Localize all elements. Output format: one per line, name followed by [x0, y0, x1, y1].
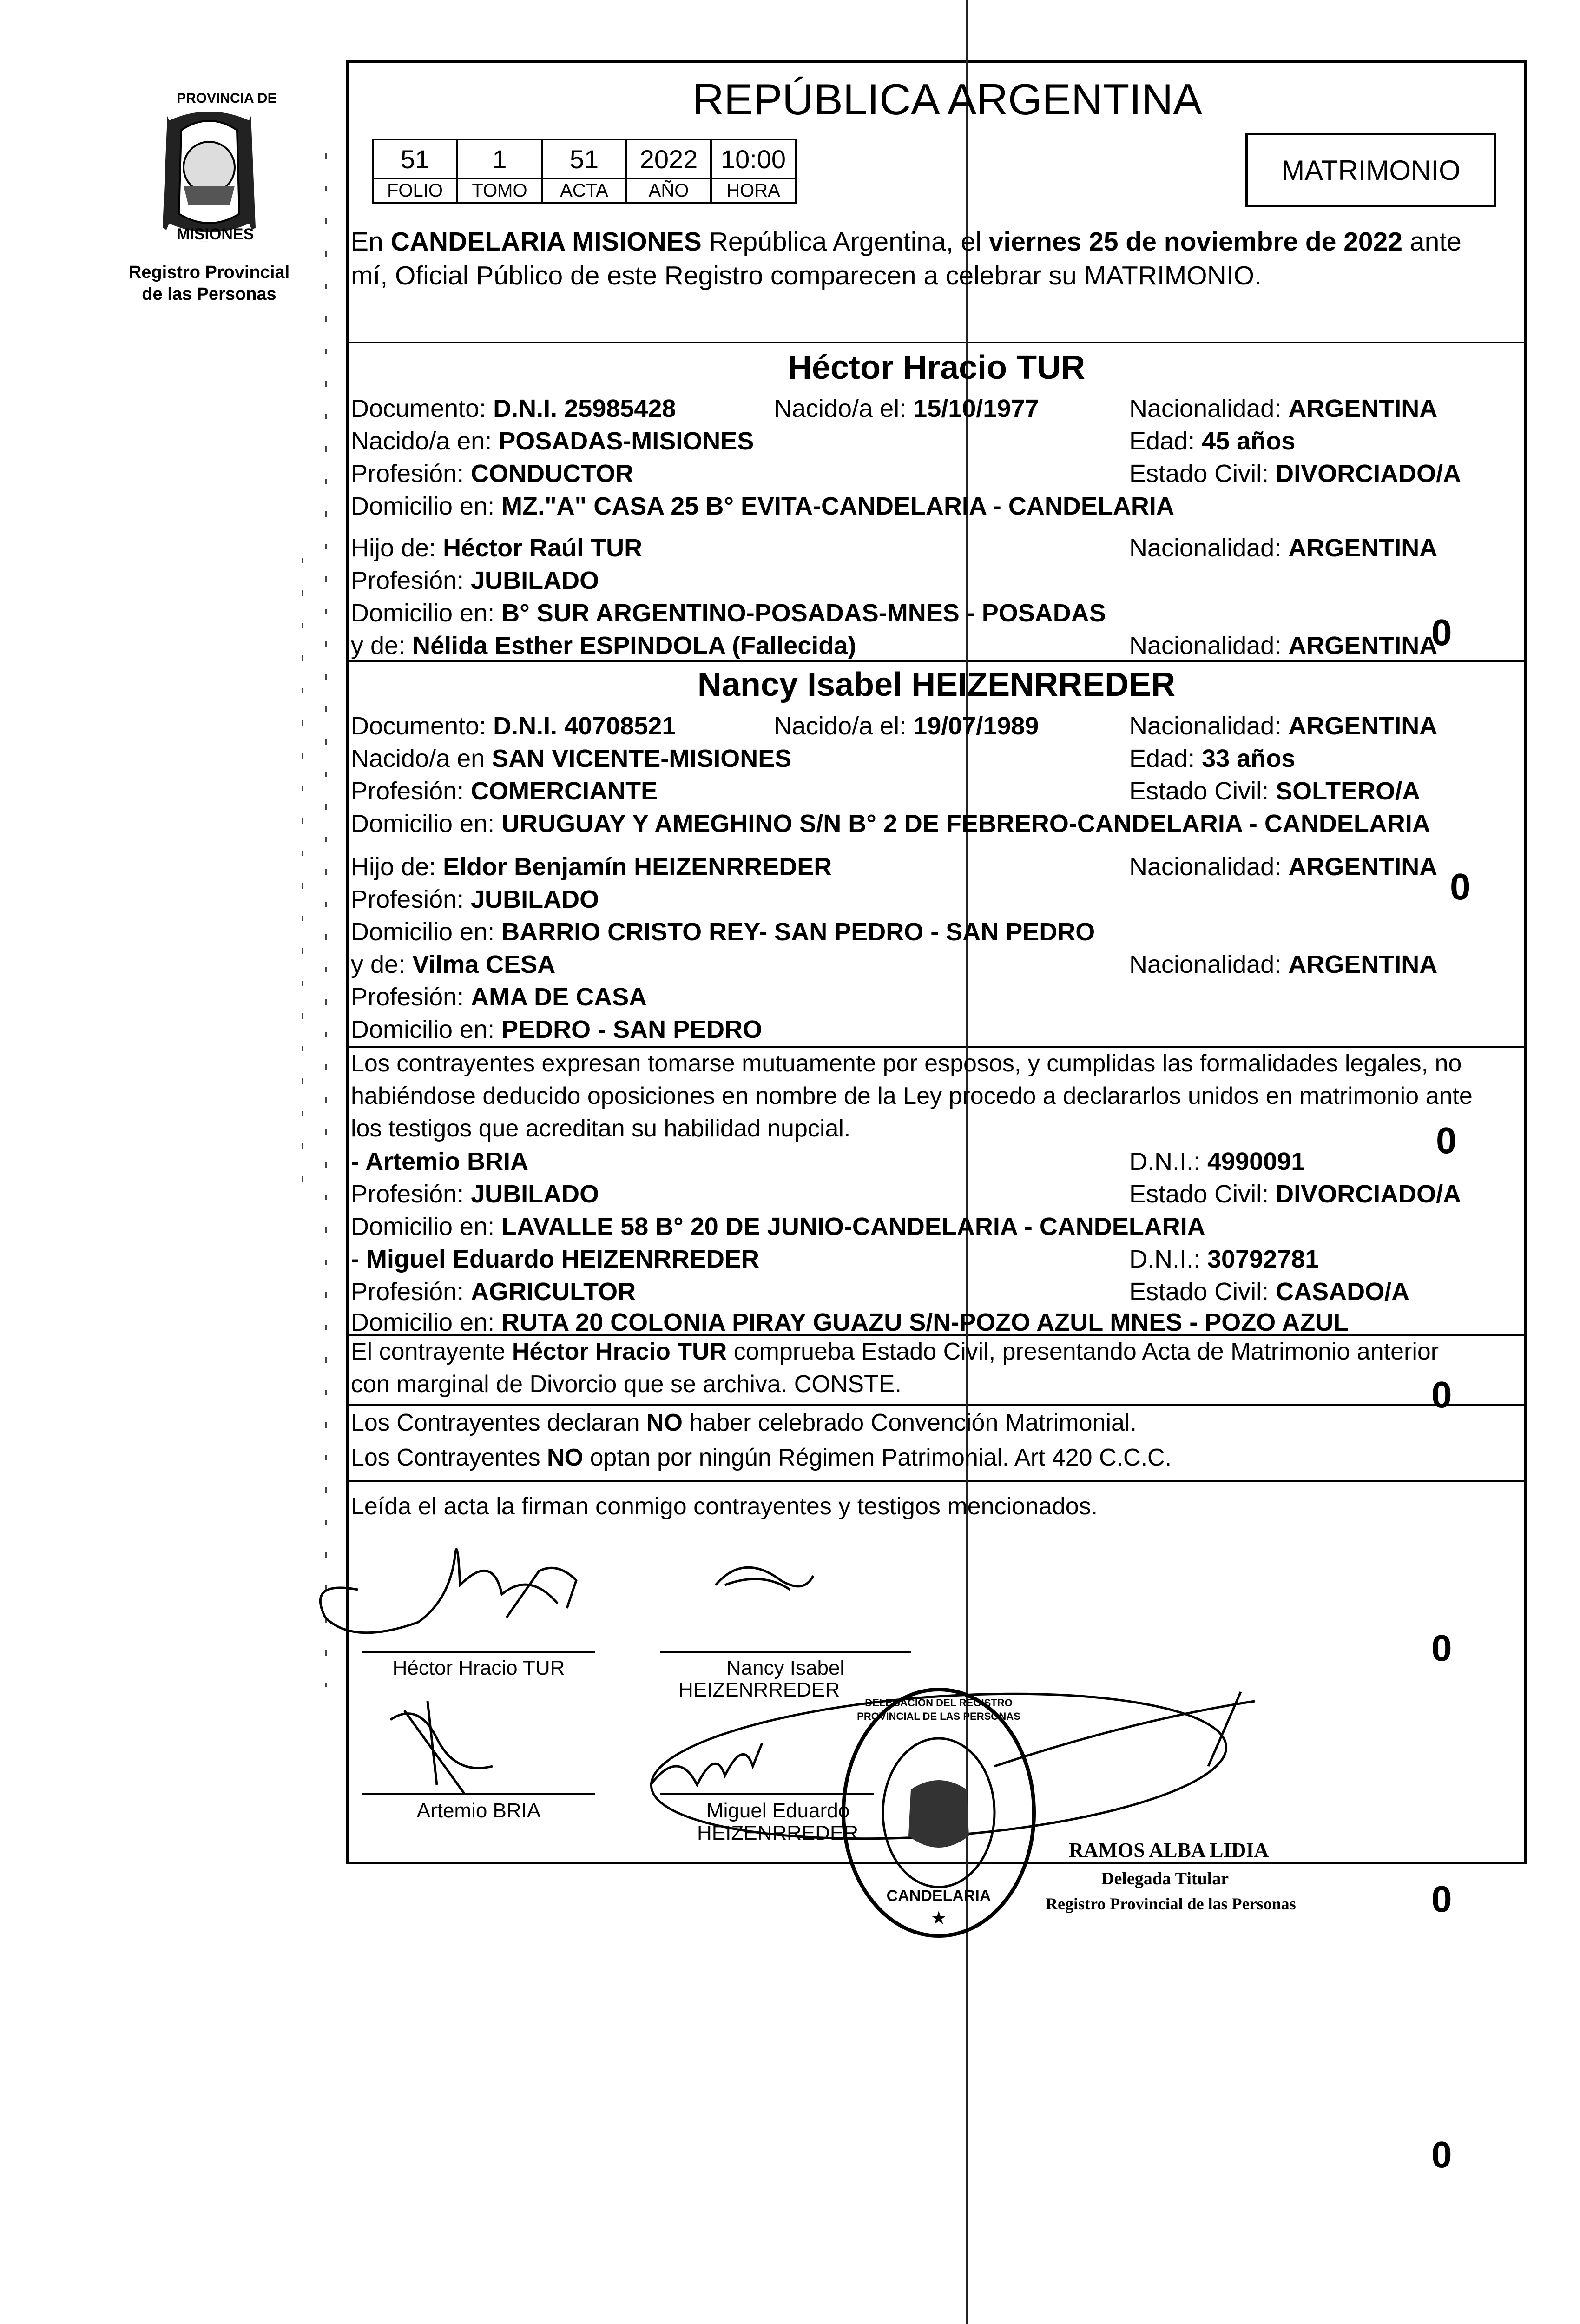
groom-name: Héctor Hracio TUR — [787, 349, 1086, 386]
stamp-mark-1: 0 — [1431, 612, 1452, 653]
rule-closing — [346, 1480, 1527, 1482]
bride-document: Documento: D.N.I. 40708521 — [351, 712, 676, 740]
bride-father-address: Domicilio en: BARRIO CRISTO REY- SAN PEDRO - SAN PEDRO — [351, 918, 1095, 946]
anio-value: 2022 — [626, 139, 711, 178]
logo-bottom-text: MISIONES — [177, 225, 254, 243]
logo-caption-2: de las Personas — [142, 284, 276, 304]
logo-top-text: PROVINCIA DE — [177, 91, 277, 106]
bride-mother-address: Domicilio en: PEDRO - SAN PEDRO — [351, 1016, 763, 1043]
groom-civil-status: Estado Civil: DIVORCIADO/A — [1129, 460, 1462, 488]
intro-line-2: mí, Oficial Público de este Registro comparecen a celebrar su MATRIMONIO. — [351, 261, 1262, 290]
anio-label: AÑO — [626, 178, 711, 203]
bride-father-profession: Profesión: JUBILADO — [351, 885, 599, 913]
bride-age: Edad: 33 años — [1129, 745, 1296, 772]
official-title: Delegada Titular — [1101, 1869, 1229, 1888]
bride-father: Hijo de: Eldor Benjamín HEIZENRREDER — [351, 853, 832, 881]
groom-document: Documento: D.N.I. 25985428 — [351, 395, 676, 423]
declaration-line-3: los testigos que acreditan su habilidad nupcial. — [351, 1115, 851, 1142]
note-line-1: El contrayente Héctor Hracio TUR comprueba Estado Civil, presentando Acta de Matrimonio anterior — [351, 1338, 1439, 1365]
seal-text-top: DELEGACIÓN DEL REGISTRO PROVINCIAL DE LAS PERSONAS — [857, 1697, 1020, 1722]
regime-line-2: Los Contrayentes NO optan por ningún Régimen Patrimonial. Art 420 C.C.C. — [351, 1444, 1172, 1471]
rule-header — [346, 342, 1527, 343]
hora-value: 10:00 — [711, 139, 796, 178]
seal-text-bottom: CANDELARIA — [886, 1887, 991, 1905]
acta-value: 51 — [542, 139, 626, 178]
groom-profession: Profesión: CONDUCTOR — [351, 460, 634, 488]
groom-address: Domicilio en: MZ."A" CASA 25 B° EVITA-CANDELARIA - CANDELARIA — [351, 492, 1174, 520]
groom-age: Edad: 45 años — [1129, 427, 1296, 455]
stamp-mark-6: 0 — [1431, 1878, 1452, 1920]
act-type-box: MATRIMONIO — [1245, 133, 1496, 207]
regime-line-1: Los Contrayentes declaran NO haber celebrado Convención Matrimonial. — [351, 1409, 1137, 1436]
closing-statement: Leída el acta la firman conmigo contrayentes y testigos mencionados. — [351, 1493, 1098, 1520]
sig-label-bride-2: HEIZENRREDER — [678, 1678, 840, 1701]
witness-2-name: - Miguel Eduardo HEIZENRREDER — [351, 1245, 760, 1273]
groom-father: Hijo de: Héctor Raúl TUR — [351, 534, 643, 562]
tomo-label: TOMO — [457, 178, 542, 203]
official-name: RAMOS ALBA LIDIA — [1069, 1839, 1269, 1862]
witness-2-civil-status: Estado Civil: CASADO/A — [1129, 1278, 1410, 1306]
bride-name: Nancy Isabel HEIZENRREDER — [697, 666, 1176, 703]
groom-father-address: Domicilio en: B° SUR ARGENTINO-POSADAS-MNES - POSADAS — [351, 599, 1106, 627]
bride-mother: y de: Vilma CESA — [351, 951, 556, 978]
sig-line-witness-1 — [362, 1793, 595, 1795]
folio-table — [372, 139, 797, 204]
bride-civil-status: Estado Civil: SOLTERO/A — [1129, 777, 1421, 805]
groom-father-profession: Profesión: JUBILADO — [351, 567, 599, 594]
margin-dots-left — [325, 153, 327, 1687]
bride-birthplace: Nacido/a en SAN VICENTE-MISIONES — [351, 745, 792, 772]
page-title: REPÚBLICA ARGENTINA — [692, 75, 1202, 124]
witness-1-civil-status: Estado Civil: DIVORCIADO/A — [1129, 1180, 1462, 1208]
sig-line-bride — [660, 1651, 911, 1653]
bride-profession: Profesión: COMERCIANTE — [351, 777, 658, 805]
bride-father-nationality: Nacionalidad: ARGENTINA — [1129, 853, 1438, 881]
witness-1-profession: Profesión: JUBILADO — [351, 1180, 599, 1208]
rule-regime — [346, 1404, 1527, 1406]
declaration-line-2: habiéndose deducido oposiciones en nombre de la Ley procedo a declararlos unidos en matrimonio ante — [351, 1083, 1473, 1109]
groom-birthdate: Nacido/a el: 15/10/1977 — [774, 395, 1039, 423]
stamp-mark-3: 0 — [1436, 1120, 1457, 1161]
sig-label-witness-2-2: HEIZENRREDER — [697, 1822, 859, 1844]
sig-label-witness-1: Artemio BRIA — [416, 1799, 541, 1822]
logo-caption-1: Registro Provincial — [128, 263, 290, 282]
declaration-line-1: Los contrayentes expresan tomarse mutuamente por esposos, y cumplidas las formalidades legales, no — [351, 1050, 1462, 1077]
acta-label: ACTA — [542, 178, 626, 203]
margin-dots-left-2 — [302, 558, 303, 1208]
svg-text:★: ★ — [930, 1908, 947, 1929]
witness-1-name: - Artemio BRIA — [351, 1148, 529, 1175]
sig-line-groom — [362, 1651, 595, 1653]
groom-nationality: Nacionalidad: ARGENTINA — [1129, 395, 1438, 423]
rule-declaration — [346, 1046, 1527, 1048]
stamp-mark-2: 0 — [1450, 866, 1471, 907]
intro-line-1: En CANDELARIA MISIONES República Argentina, el viernes 25 de noviembre de 2022 ante — [351, 227, 1462, 257]
groom-mother: y de: Nélida Esther ESPINDOLA (Fallecida) — [351, 632, 856, 660]
hora-label: HORA — [711, 178, 796, 203]
sig-label-bride-1: Nancy Isabel — [726, 1657, 845, 1679]
bride-address: Domicilio en: URUGUAY Y AMEGHINO S/N B° 2 DE FEBRERO-CANDELARIA - CANDELARIA — [351, 810, 1430, 838]
tomo-value: 1 — [457, 139, 542, 178]
folio-label: FOLIO — [373, 178, 457, 203]
witness-2-profession: Profesión: AGRICULTOR — [351, 1278, 636, 1306]
rule-bride — [346, 660, 1527, 662]
stamp-mark-5: 0 — [1431, 1627, 1452, 1669]
witness-1-address: Domicilio en: LAVALLE 58 B° 20 DE JUNIO-CANDELARIA - CANDELARIA — [351, 1213, 1205, 1241]
official-office: Registro Provincial de las Personas — [1046, 1895, 1296, 1913]
groom-father-nationality: Nacionalidad: ARGENTINA — [1129, 534, 1438, 562]
note-line-2: con marginal de Divorcio que se archiva. CONSTE. — [351, 1371, 902, 1398]
groom-mother-nationality: Nacionalidad: ARGENTINA — [1129, 632, 1438, 660]
groom-birthplace: Nacido/a en: POSADAS-MISIONES — [351, 427, 754, 455]
stamp-mark-4: 0 — [1431, 1374, 1452, 1415]
witness-2-address: Domicilio en: RUTA 20 COLONIA PIRAY GUAZU S/N-POZO AZUL MNES - POZO AZUL — [351, 1308, 1349, 1336]
sig-label-groom: Héctor Hracio TUR — [392, 1657, 565, 1679]
bride-mother-nationality: Nacionalidad: ARGENTINA — [1129, 951, 1438, 978]
bride-mother-profession: Profesión: AMA DE CASA — [351, 983, 647, 1011]
sig-label-witness-2-1: Miguel Eduardo — [706, 1799, 850, 1822]
stamp-mark-7: 0 — [1431, 2134, 1452, 2175]
bride-birthdate: Nacido/a el: 19/07/1989 — [774, 712, 1039, 740]
witness-1-dni: D.N.I.: 4990091 — [1129, 1148, 1305, 1175]
folio-value: 51 — [373, 139, 457, 178]
bride-nationality: Nacionalidad: ARGENTINA — [1129, 712, 1438, 740]
witness-2-dni: D.N.I.: 30792781 — [1129, 1245, 1319, 1273]
